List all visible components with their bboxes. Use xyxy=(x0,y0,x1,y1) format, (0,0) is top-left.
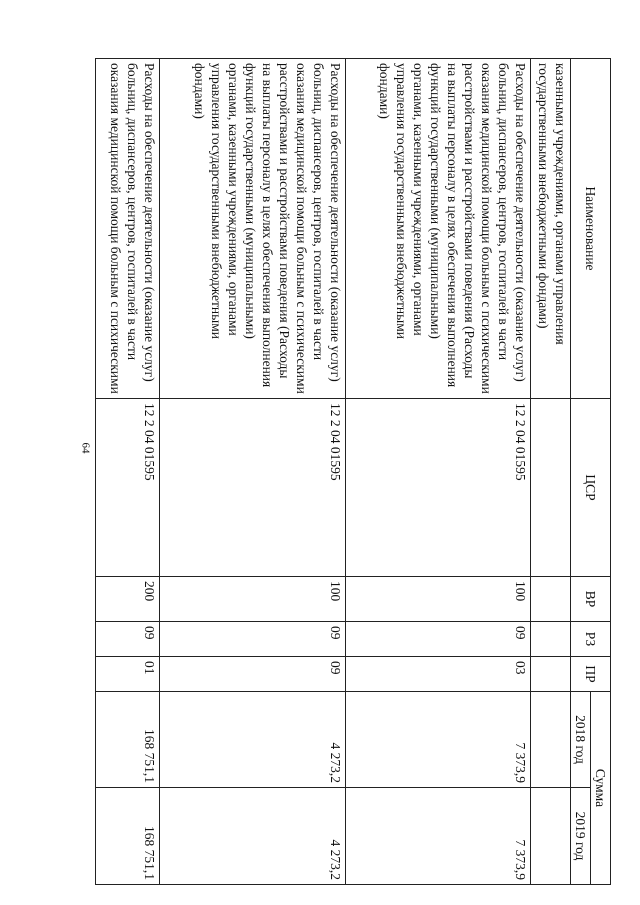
cell-2018: 168 751,1 xyxy=(96,692,160,788)
cell-pr: 01 xyxy=(96,657,160,692)
cell-csr: 12 2 04 01595 xyxy=(96,399,160,577)
cell-name: Расходы на обеспечение деятельности (оказание услуг) больниц, диспансеров, центров, госпиталей в части оказания медицинской помощи больным с психическими расстройствами и расстройствами поведения (Расходы на выплаты персоналу в целях обеспечения выполнения функций государственными (муниципальными) органами, казенными учреждениями, органами управления государственными внебюджетными фондами) xyxy=(345,59,530,399)
cell-2019 xyxy=(531,788,571,885)
rotated-table-container xyxy=(95,58,611,884)
header-row xyxy=(591,59,611,885)
cell-name: казенными учреждениями, органами управления государственными внебюджетными фондами) xyxy=(531,59,571,399)
cell-rz xyxy=(531,622,571,657)
cell-2019: 4 273,2 xyxy=(160,788,345,885)
cell-csr xyxy=(531,399,571,577)
cell-csr: 12 2 04 01595 xyxy=(160,399,345,577)
table-row xyxy=(531,59,571,885)
cell-pr: 09 xyxy=(160,657,345,692)
cell-2018: 7 373,9 xyxy=(345,692,530,788)
table-row xyxy=(160,59,345,885)
header-sum: Сумма xyxy=(591,692,611,885)
page-number: 64 xyxy=(79,442,92,454)
header-rz: РЗ xyxy=(571,622,611,657)
cell-2018 xyxy=(531,692,571,788)
cell-2019: 7 373,9 xyxy=(345,788,530,885)
header-name: Наименование xyxy=(571,59,611,399)
cell-rz: 09 xyxy=(345,622,530,657)
header-2018: 2018 год xyxy=(571,692,591,788)
cell-csr: 12 2 04 01595 xyxy=(345,399,530,577)
cell-pr: 03 xyxy=(345,657,530,692)
table-row xyxy=(345,59,530,885)
header-csr: ЦСР xyxy=(571,399,611,577)
cell-vr: 200 xyxy=(96,577,160,622)
cell-rz: 09 xyxy=(160,622,345,657)
table-row xyxy=(96,59,160,885)
cell-name: Расходы на обеспечение деятельности (оказание услуг) больниц, диспансеров, центров, госпиталей в части оказания медицинской помощи больным с психическими xyxy=(96,59,160,399)
budget-table xyxy=(95,58,611,885)
budget-table-frame xyxy=(95,58,611,884)
cell-vr: 100 xyxy=(345,577,530,622)
header-2019: 2019 год xyxy=(571,788,591,885)
header-vr: ВР xyxy=(571,577,611,622)
cell-2018: 4 273,2 xyxy=(160,692,345,788)
header-pr: ПР xyxy=(571,657,611,692)
cell-vr xyxy=(531,577,571,622)
cell-pr xyxy=(531,657,571,692)
cell-rz: 09 xyxy=(96,622,160,657)
cell-vr: 100 xyxy=(160,577,345,622)
cell-2019: 168 751,1 xyxy=(96,788,160,885)
cell-name: Расходы на обеспечение деятельности (оказание услуг) больниц, диспансеров, центров, госпиталей в части оказания медицинской помощи больным с психическими расстройствами и расстройствами поведения (Расходы на выплаты персоналу в целях обеспечения выполнения функций государственными (муниципальными) органами, казенными учреждениями, органами управления государственными внебюджетными фондами) xyxy=(160,59,345,399)
